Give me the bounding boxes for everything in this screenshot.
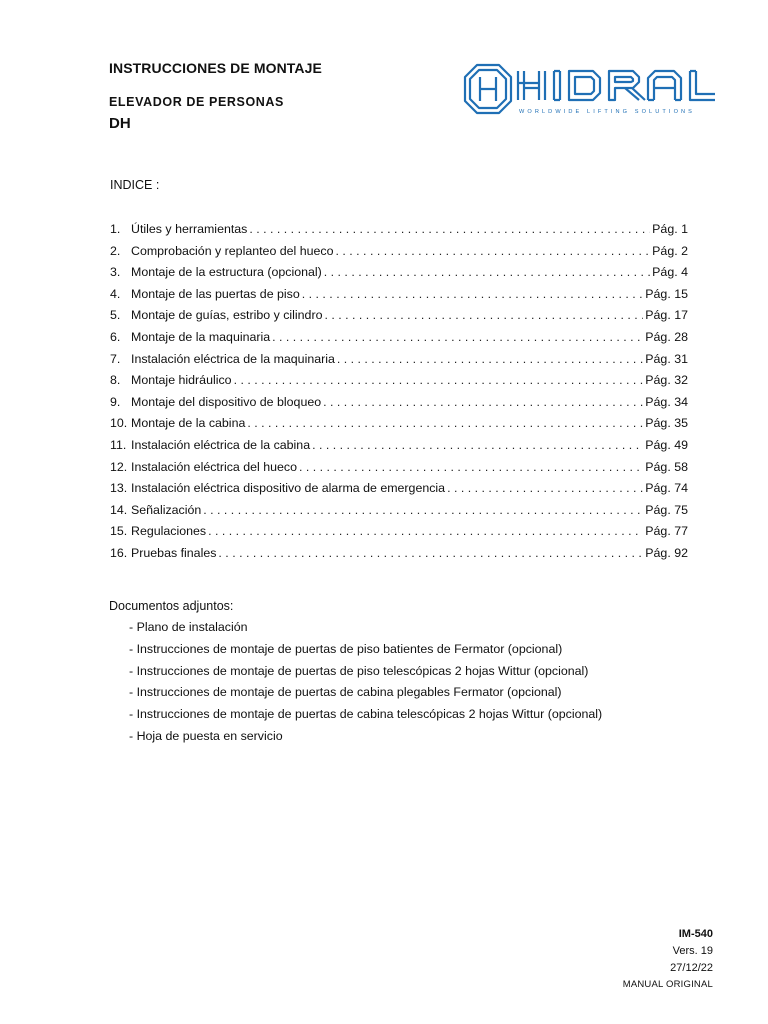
toc-entry-title: Comprobación y replanteo del hueco <box>131 243 334 258</box>
attachment-item: - Instrucciones de montaje de puertas de piso batientes de Fermator (opcional) <box>129 641 563 656</box>
toc-entry-page: Pág. 15 <box>645 286 688 301</box>
manual-label: MANUAL ORIGINAL <box>622 979 713 990</box>
toc-leader-dots <box>299 460 643 474</box>
toc-entry-title: Instalación eléctrica del hueco <box>131 459 297 474</box>
toc-leader-dots <box>447 481 643 495</box>
document-subtitle: ELEVADOR DE PERSONAS <box>109 95 284 109</box>
toc-leader-dots <box>249 222 650 236</box>
toc-leader-dots <box>323 395 643 409</box>
toc-entry <box>110 460 688 482</box>
toc-entry-number: 13. <box>110 481 128 496</box>
toc-entry-page: Pág. 58 <box>645 459 688 474</box>
document-code: IM-540 <box>678 928 713 940</box>
toc-entry-title: Instalación eléctrica de la cabina <box>131 437 311 452</box>
document-version: Vers. 19 <box>672 945 713 957</box>
toc-entry-number: 12. <box>110 459 128 474</box>
toc-entry-title: Montaje del dispositivo de bloqueo <box>131 394 322 409</box>
toc-entry <box>110 308 688 330</box>
toc-entry <box>110 287 688 309</box>
toc-entry <box>110 481 688 503</box>
toc-entry-page: Pág. 32 <box>645 373 688 388</box>
toc-leader-dots <box>336 244 651 258</box>
toc-entry <box>110 395 688 417</box>
toc-entry-title: Montaje de la estructura (opcional) <box>131 265 322 280</box>
toc-entry <box>110 244 688 266</box>
attachments-heading: Documentos adjuntos: <box>109 599 234 613</box>
toc-entry-title: Montaje de la maquinaria <box>131 329 271 344</box>
toc-entry-page: Pág. 17 <box>645 308 688 323</box>
toc-entry-number: 1. <box>110 222 121 236</box>
toc-entry-number: 16. <box>110 545 128 560</box>
toc-entry-page: Pág. 49 <box>645 437 688 452</box>
attachment-item: - Instrucciones de montaje de puertas de cabina telescópicas 2 hojas Wittur (opcional) <box>129 707 603 722</box>
toc-entry-number: 15. <box>110 524 128 539</box>
document-footer <box>623 928 713 994</box>
toc-entry-title: Regulaciones <box>131 524 207 539</box>
toc-entry <box>110 265 688 287</box>
attachment-item: - Hoja de puesta en servicio <box>129 728 283 743</box>
toc-entry <box>110 546 688 568</box>
toc-entry-title: Útiles y herramientas <box>131 222 248 236</box>
toc-entry-page: Pág. 35 <box>645 416 688 431</box>
toc-leader-dots <box>272 330 643 344</box>
toc-entry <box>110 503 688 525</box>
toc-entry <box>110 352 688 374</box>
toc-leader-dots <box>247 416 643 430</box>
toc-entry-number: 9. <box>110 394 121 409</box>
toc-entry-page: Pág. 75 <box>645 502 688 517</box>
toc-entry <box>110 438 688 460</box>
document-date: 27/12/22 <box>670 962 713 974</box>
logo-tagline: WORLDWIDE LIFTING SOLUTIONS <box>519 109 696 115</box>
toc-entry <box>110 373 688 395</box>
toc-entry-page: Pág. 2 <box>652 243 688 258</box>
attachments-list <box>129 620 602 751</box>
toc-entry <box>110 222 688 244</box>
toc-entry-page: Pág. 34 <box>645 394 688 409</box>
index-heading: INDICE : <box>110 178 160 192</box>
toc-entry-page: Pág. 1 <box>652 222 688 236</box>
toc-entry-number: 2. <box>110 243 121 258</box>
toc-entry-page: Pág. 28 <box>645 329 688 344</box>
toc-leader-dots <box>203 503 643 517</box>
toc-entry-page: Pág. 4 <box>652 265 688 280</box>
product-model: DH <box>109 115 131 132</box>
toc-entry-number: 8. <box>110 373 121 388</box>
document-title: INSTRUCCIONES DE MONTAJE <box>109 60 322 76</box>
toc-entry-number: 4. <box>110 286 121 301</box>
toc-entry-page: Pág. 31 <box>645 351 688 366</box>
toc-entry <box>110 524 688 546</box>
attachment-item: - Plano de instalación <box>129 620 248 634</box>
toc-leader-dots <box>218 546 643 560</box>
toc-entry-number: 14. <box>110 502 128 517</box>
hidral-logo <box>462 62 718 118</box>
toc-entry-page: Pág. 77 <box>645 524 688 539</box>
toc-entry-page: Pág. 92 <box>645 545 688 560</box>
toc-entry-number: 3. <box>110 265 121 280</box>
toc-leader-dots <box>312 438 643 452</box>
toc-leader-dots <box>302 287 644 301</box>
toc-entry <box>110 330 688 352</box>
toc-leader-dots <box>234 373 644 387</box>
toc-entry-page: Pág. 74 <box>645 481 688 496</box>
toc-entry-number: 10. <box>110 416 128 431</box>
toc-entry-title: Montaje hidráulico <box>131 373 232 388</box>
toc-entry-number: 5. <box>110 308 121 323</box>
toc-entry-title: Instalación eléctrica de la maquinaria <box>131 351 335 366</box>
toc-entry-title: Pruebas finales <box>131 545 217 560</box>
toc-leader-dots <box>208 524 643 538</box>
toc-entry-number: 11. <box>110 437 127 452</box>
toc-entry-title: Montaje de las puertas de piso <box>131 286 300 301</box>
toc-entry-title: Montaje de la cabina <box>131 416 246 431</box>
attachment-item: - Instrucciones de montaje de puertas de cabina plegables Fermator (opcional) <box>129 685 562 700</box>
toc-entry-title: Señalización <box>131 502 202 517</box>
toc-leader-dots <box>337 352 643 366</box>
toc-leader-dots <box>324 308 643 322</box>
toc-leader-dots <box>324 265 650 279</box>
toc-entry <box>110 416 688 438</box>
toc-entry-title: Instalación eléctrica dispositivo de alarma de emergencia <box>131 481 446 496</box>
table-of-contents <box>110 222 688 568</box>
attachment-item: - Instrucciones de montaje de puertas de piso telescópicas 2 hojas Wittur (opcional) <box>129 663 589 678</box>
toc-entry-title: Montaje de guías, estribo y cilindro <box>131 308 323 323</box>
toc-entry-number: 7. <box>110 351 121 366</box>
toc-entry-number: 6. <box>110 329 121 344</box>
